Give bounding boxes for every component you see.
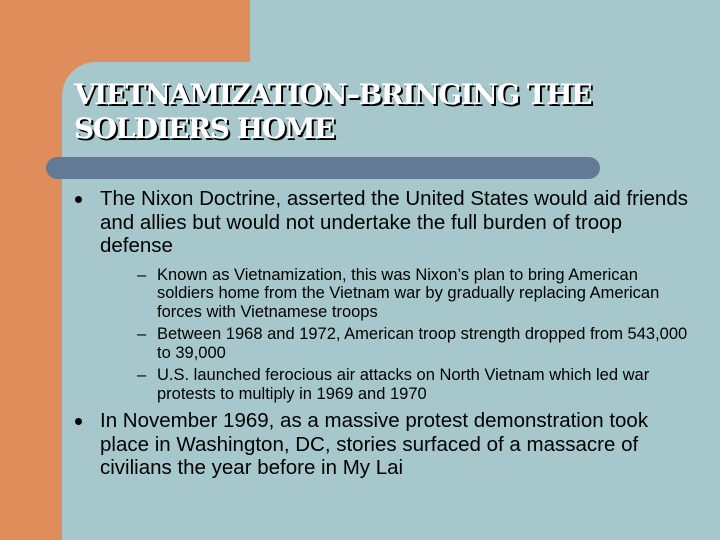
bullet-dot-icon — [75, 196, 82, 203]
bullet-text: In November 1969, as a massive protest demonstration took place in Washington, DC, stories surfaced of a massacre of civilians the year before in My Lai — [100, 409, 649, 479]
bullet-text: The Nixon Doctrine, asserted the United States would aid friends and allies but would not undertake the full burden of troop defense — [100, 187, 688, 257]
bullet-item — [75, 187, 695, 403]
sub-bullet-text: Between 1968 and 1972, American troop strength dropped from 543,000 to 39,000 — [157, 325, 688, 362]
bullet-list — [75, 187, 695, 480]
sub-bullet-item — [100, 325, 695, 362]
slide-title: VIETNAMIZATION–BRINGING THE SOLDIERS HOME — [74, 78, 591, 145]
sub-bullet-list — [100, 266, 695, 404]
title-divider — [46, 157, 600, 179]
bullet-dot-icon — [75, 418, 82, 425]
sub-bullet-item — [100, 366, 695, 403]
sub-bullet-text: U.S. launched ferocious air attacks on North Vietnam which led war protests to multiply in 1969 and 1970 — [157, 366, 650, 403]
bullet-item — [75, 409, 695, 480]
sub-bullet-text: Known as Vietnamization, this was Nixon’s plan to bring American soldiers home from the Vietnam war by gradually replacing American forces with Vietnamese troops — [157, 265, 660, 321]
dash-marker: – — [137, 366, 147, 384]
sub-bullet-item — [100, 266, 695, 322]
dash-marker: – — [137, 325, 147, 343]
dash-marker: – — [137, 265, 147, 284]
